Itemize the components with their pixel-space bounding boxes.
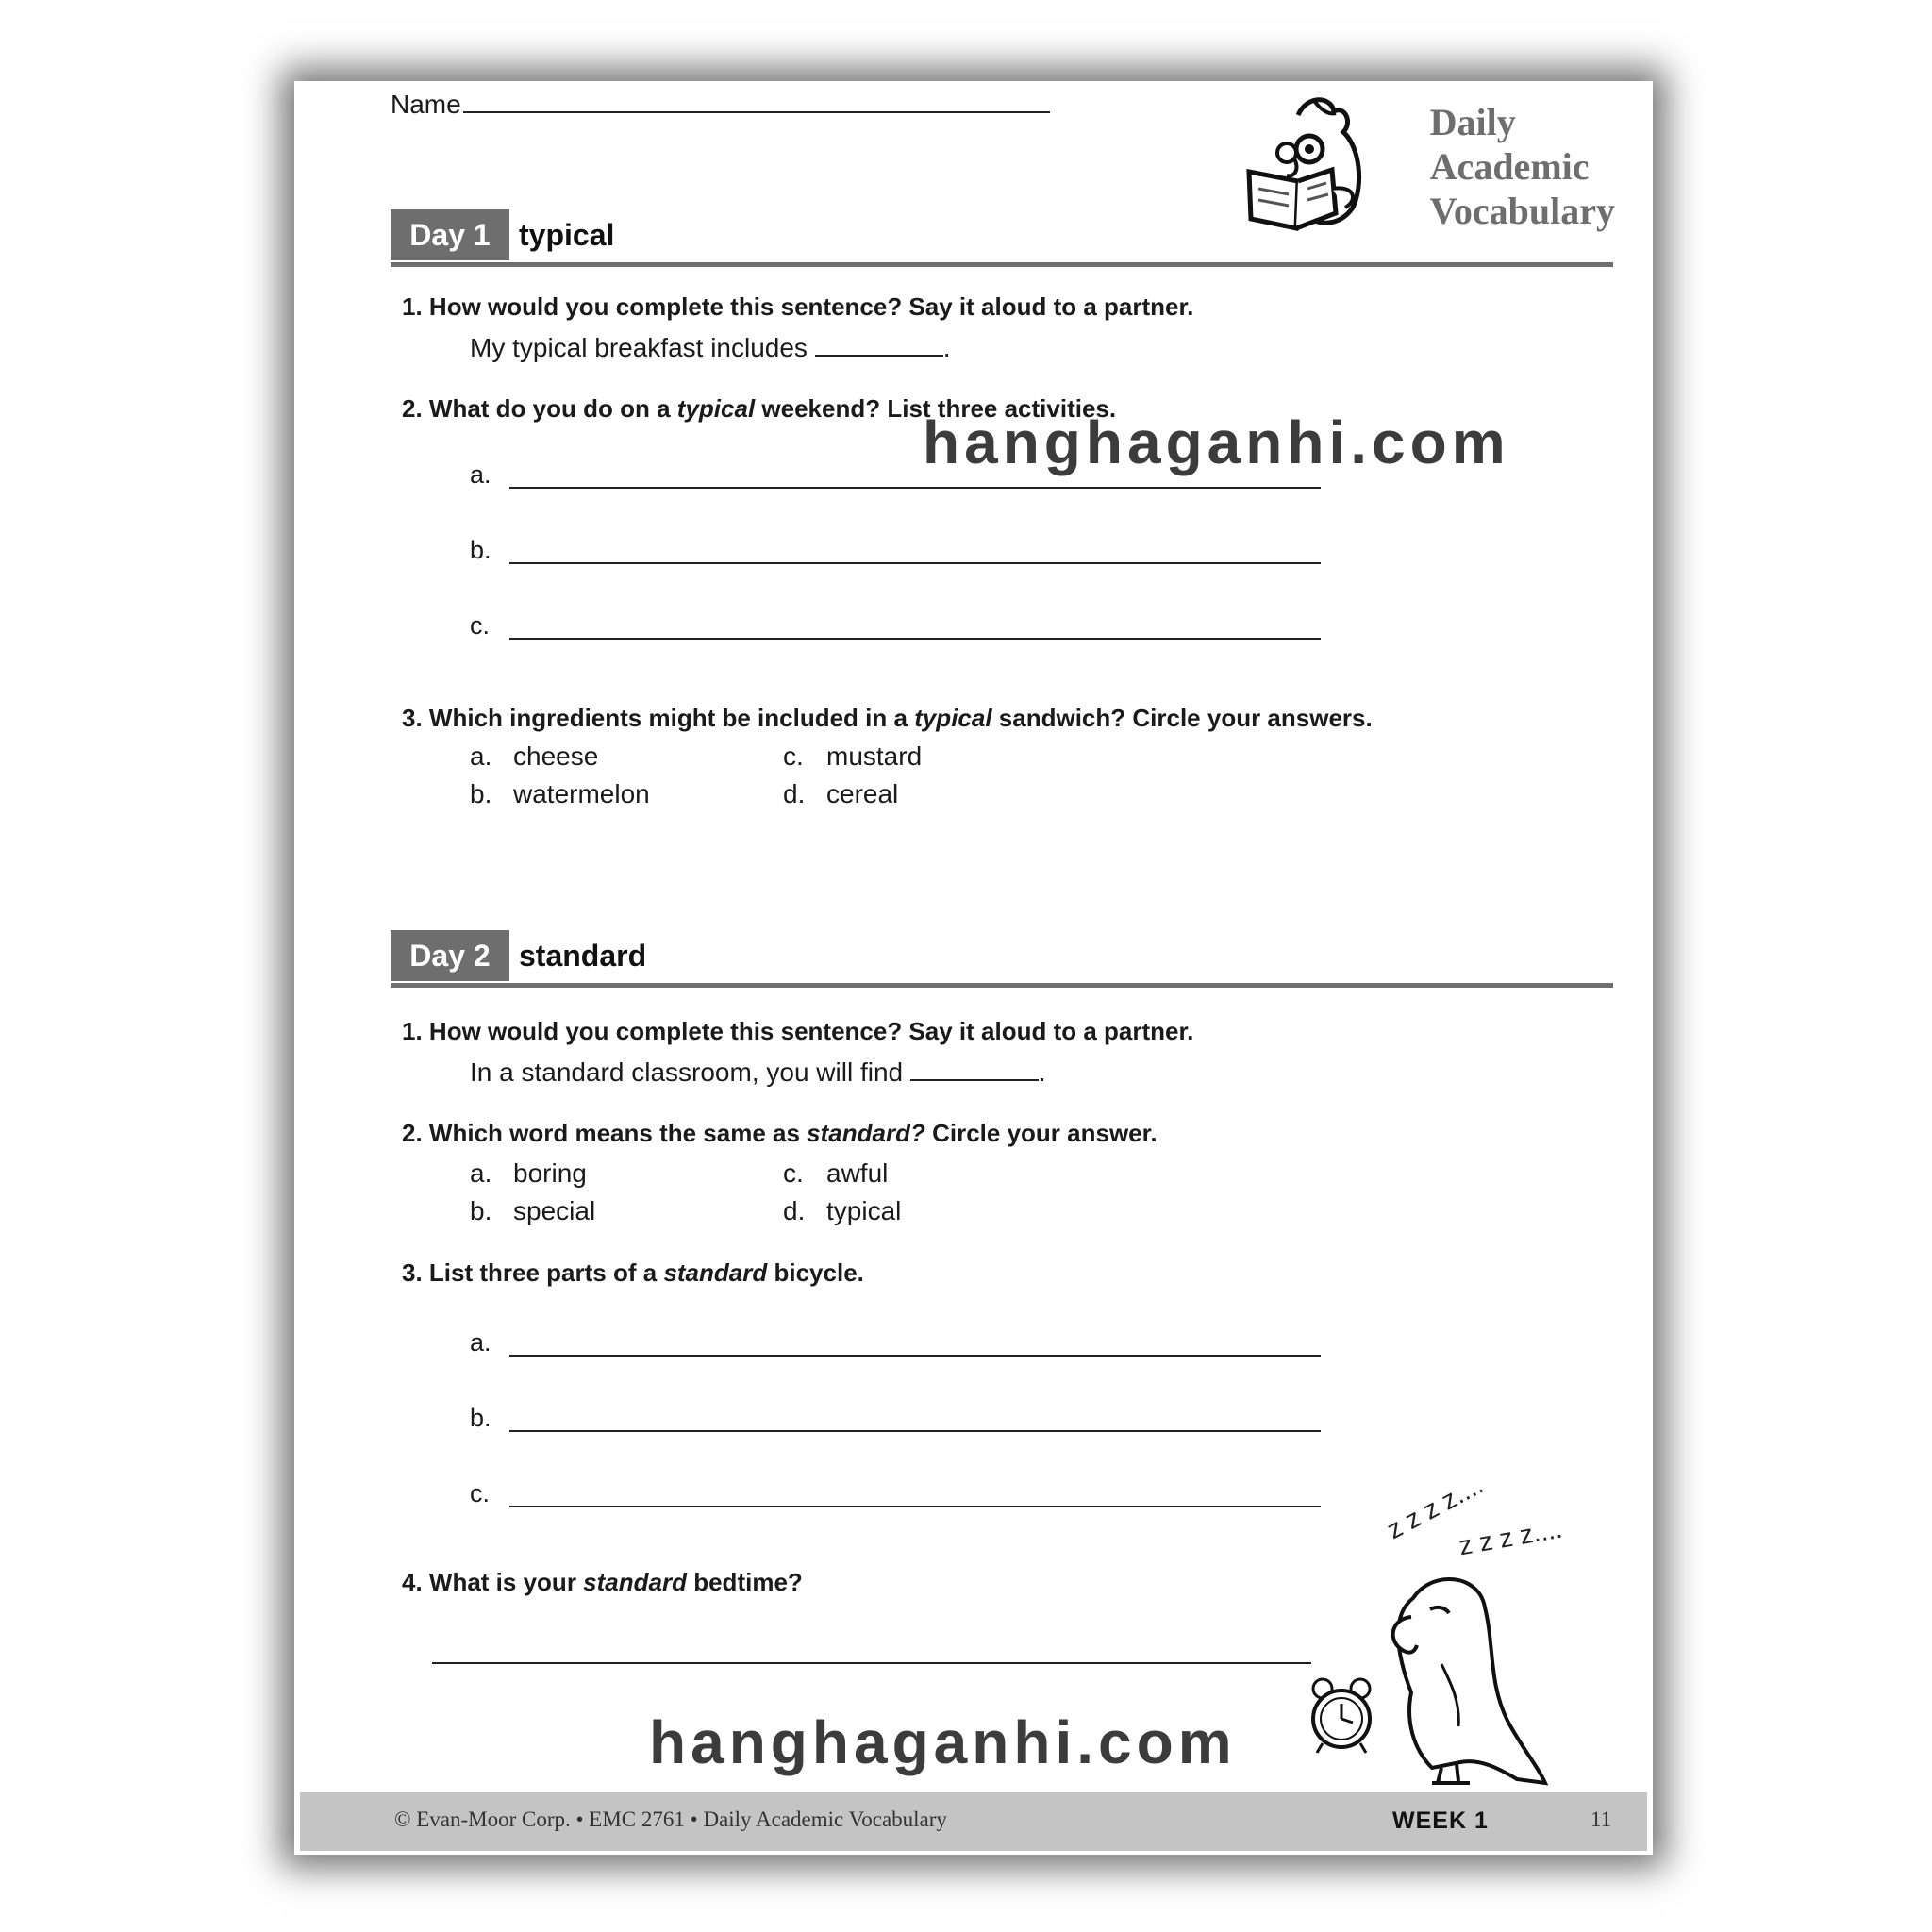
day2-q3-emphasis: standard [663, 1258, 768, 1287]
option-text: cereal [826, 779, 899, 808]
option-letter: d. [783, 1196, 806, 1225]
day1-q2-post: weekend? List three activities. [761, 394, 1117, 423]
day1-tag: Day 1 [391, 209, 509, 260]
option-letter: a. [470, 741, 492, 771]
day2-q3-letter-a: a. [470, 1328, 491, 1357]
day1-header [391, 209, 1613, 267]
option-text: boring [513, 1158, 587, 1188]
day1-q1-sentence-text: My typical breakfast includes [470, 333, 808, 362]
day2-q3-letter-c: c. [470, 1479, 491, 1507]
option-text: mustard [826, 741, 923, 771]
day1-q2-answer-c [470, 611, 490, 641]
day2-q3-answer-b [470, 1404, 491, 1433]
day1-q1-number: 1. [402, 292, 423, 321]
footer-copyright: © Evan-Moor Corp. • EMC 2761 • Daily Academic Vocabulary [394, 1807, 947, 1831]
day2-q3-answer-a [470, 1328, 491, 1357]
day2-q2-option-d [783, 1196, 901, 1226]
day1-q3-post: sandwich? Circle your answers. [998, 704, 1373, 732]
day2-q1-end: . [1038, 1058, 1046, 1087]
watermark-top: hanghaganhi.com [923, 408, 1510, 476]
name-field [391, 89, 1050, 120]
day1-q2-number: 2. [402, 394, 423, 423]
day2-q3-post: bicycle. [774, 1258, 864, 1287]
day2-q2-option-a [470, 1158, 587, 1189]
name-label: Name [391, 90, 461, 119]
snore-text-2: z z z z.... [1457, 1513, 1565, 1561]
day2-q4-number: 4. [402, 1568, 423, 1596]
day1-q1-text: How would you complete this sentence? Say it aloud to a partner. [428, 292, 1194, 321]
day1-q2-letter-c: c. [470, 611, 491, 640]
day1-q2-answer-a [470, 460, 491, 490]
day1-question-1 [402, 292, 1193, 322]
day2-header [391, 930, 1613, 988]
day2-question-2 [402, 1119, 1158, 1148]
option-text: awful [826, 1158, 889, 1188]
footer-page-number: 11 [1591, 1807, 1612, 1831]
day2-q2-option-b [470, 1196, 595, 1226]
day1-question-3 [402, 704, 1373, 733]
day2-q3-number: 3. [402, 1258, 423, 1287]
option-text: typical [826, 1196, 902, 1225]
footer-week: WEEK 1 [1392, 1807, 1489, 1834]
day1-q3-number: 3. [402, 704, 423, 732]
day1-q2-answer-b [470, 536, 491, 565]
day1-q2-emphasis: typical [676, 394, 756, 423]
day2-q4-answer-line [432, 1662, 1311, 1664]
series-title-line3: Vocabulary [1429, 190, 1615, 232]
series-title-line1: Daily [1429, 101, 1516, 143]
day1-q3-option-a [470, 741, 598, 772]
alarm-clock-icon [1306, 1675, 1377, 1755]
day1-q2-letter-a: a. [470, 460, 491, 489]
day2-q4-post: bedtime? [693, 1568, 803, 1596]
day2-tag: Day 2 [391, 930, 509, 981]
day2-q2-number: 2. [402, 1119, 423, 1147]
watermark-bottom: hanghaganhi.com [649, 1708, 1237, 1776]
option-text: cheese [513, 741, 599, 771]
day1-q2-pre: What do you do on a [428, 394, 671, 423]
day2-q3-pre: List three parts of a [428, 1258, 658, 1287]
day2-q4-pre: What is your [428, 1568, 576, 1596]
day2-word: standard [519, 939, 647, 973]
option-text: special [513, 1196, 596, 1225]
snore-text-1: z z z z.... [1381, 1469, 1489, 1545]
day2-q2-post: Circle your answer. [932, 1119, 1158, 1147]
day2-q1-sentence [470, 1057, 1046, 1088]
day2-q2-option-c [783, 1158, 888, 1189]
option-letter: d. [783, 779, 806, 808]
name-blank [463, 89, 1050, 113]
day2-q1-blank [910, 1057, 1039, 1081]
series-title-line2: Academic [1429, 145, 1590, 188]
day2-q1-sentence-text: In a standard classroom, you will find [470, 1058, 904, 1087]
day1-q1-sentence [470, 332, 951, 363]
option-letter: c. [783, 741, 804, 771]
option-letter: c. [783, 1158, 804, 1188]
day2-q4-emphasis: standard [583, 1568, 687, 1596]
day1-q1-blank [815, 332, 943, 357]
day2-q1-number: 1. [402, 1017, 423, 1045]
day1-q1-end: . [942, 333, 951, 362]
worksheet-page [300, 89, 1647, 1851]
day2-q3-letter-b: b. [470, 1404, 491, 1432]
day1-q3-option-b [470, 779, 650, 809]
day2-q2-pre: Which word means the same as [428, 1119, 800, 1147]
option-letter: b. [470, 1196, 492, 1225]
option-letter: b. [470, 779, 492, 808]
day2-q3-answer-c [470, 1479, 490, 1508]
day2-q2-emphasis: standard? [807, 1119, 925, 1147]
option-letter: a. [470, 1158, 492, 1188]
day2-q1-text: How would you complete this sentence? Say it aloud to a partner. [428, 1017, 1194, 1045]
day2-question-3 [402, 1258, 864, 1288]
day1-q3-pre: Which ingredients might be included in a [428, 704, 908, 732]
day1-q2-letter-b: b. [470, 536, 491, 564]
day2-question-4 [402, 1568, 803, 1597]
day1-q3-emphasis: typical [914, 704, 992, 732]
day1-word: typical [519, 218, 615, 252]
day1-q3-option-c [783, 741, 922, 772]
day1-q3-option-d [783, 779, 898, 809]
day2-question-1 [402, 1017, 1193, 1046]
page-footer [300, 1792, 1647, 1851]
option-text: watermelon [513, 779, 650, 808]
